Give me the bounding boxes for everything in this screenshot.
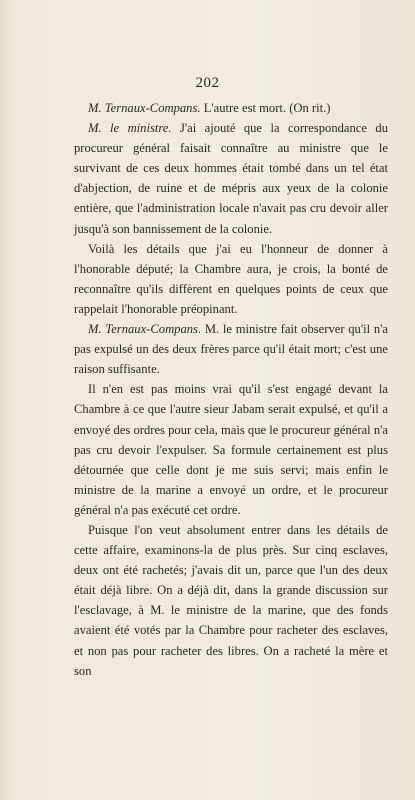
paragraph — [74, 319, 388, 379]
paragraph-text: J'ai ajouté que la correspondance du procureur général faisait connaître au ministre que le survivant de ces deux hommes était tombé dans un tel état d'abjection, de ruine et de mépris aux yeux de la colonie entière, que l'administration locale n'avait pas cru devoir aller jusqu'à son bannissement de la colonie. — [74, 121, 388, 236]
speaker-name: M. le ministre. — [88, 121, 172, 136]
paragraph-text: Puisque l'on veut absolument entrer dans les détails de cette affaire, examinons-la de plus près. Sur cinq esclaves, deux ont été rachetés; j'avais dit un, parce que l'un des deux était déjà libre. On a déjà dit, dans la grande discussion sur l'esclavage, à M. le ministre de la marine, que des fonds avaient été votés par la Chambre pour racheter des esclaves, et non pas pour racheter des libres. On a racheté la mère et son — [74, 522, 388, 678]
paragraph — [74, 98, 388, 118]
paragraph-text: Voilà les détails que j'ai eu l'honneur de donner à l'honorable député; la Chambre aura, je crois, la bonté de reconnaître qu'ils diffèrent en quelques points de ceux que rappelait l'honorable préopinant. — [74, 241, 388, 316]
paragraph-text: M. le ministre fait observer qu'il n'a pas expulsé un des deux frères parce qu'il était mort; c'est une raison suffisante. — [74, 322, 388, 377]
paragraph-text: L'autre est mort. (On rit.) — [200, 101, 331, 115]
paragraph-text: Il n'en est pas moins vrai qu'il s'est engagé devant la Chambre à ce que l'autre sieur Jabam serait expulsé, et qu'il a envoyé des ordres pour cela, mais que le procureur général n'a pas cru devoir l'expulser. Sa formule certainement est plus détournée que celle dont je me suis servi; mais enfin le ministre de la marine a envoyé un ordre, et le procureur général n'a pas exécuté cet ordre. — [74, 382, 388, 517]
paragraph — [74, 520, 388, 681]
paragraph — [74, 118, 388, 239]
speaker-name: M. Ternaux-Compans. — [88, 322, 202, 337]
paragraph — [74, 379, 388, 520]
page-number: 202 — [195, 75, 220, 91]
page-body — [74, 98, 388, 681]
speaker-name: M. Ternaux-Compans. — [88, 101, 201, 115]
paragraph — [74, 239, 388, 319]
